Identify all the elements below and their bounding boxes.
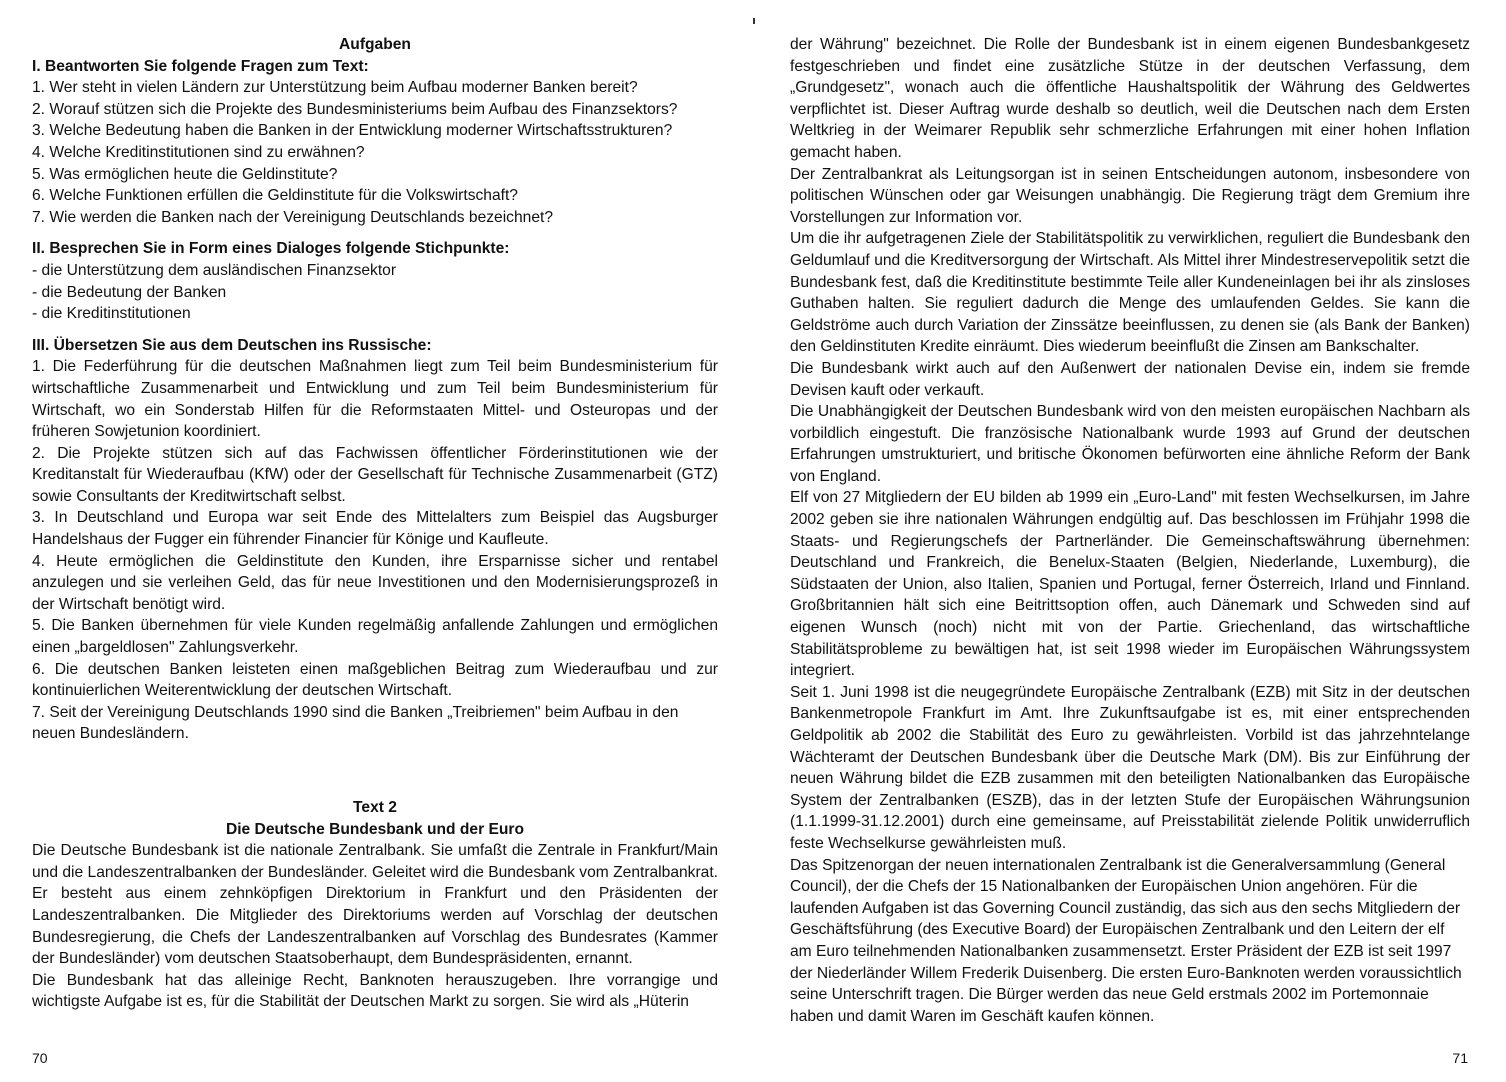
- question-3: 3. Welche Bedeutung haben die Banken in der Entwicklung moderner Wirtschaftsstrukturen?: [32, 122, 673, 140]
- right-paragraph-3: Um die ihr aufgetragenen Ziele der Stabilitätspolitik zu verwirklichen, reguliert die Bundesbank den Geldumlauf und die Kreditversorgung der Wirtschaft. Als Mittel ihrer Mindestreservepolitik setzt die Bundesbank fest, daß die Kreditinstitute bestimmte Teile aller Kundeneinlagen bei ihr als zinsloses Guthaben halten. Sie reguliert dadurch die Menge des umlaufenden Geldes. Sie kann die Geldströme auch durch Variation der Zinssätze beeinflussen, zu denen sie (als Bank der Banken) den Geldinstituten Kredite einräumt. Dies wiederum beeinflußt die Zinsen am Bankschalter.: [790, 230, 1470, 356]
- right-paragraph-7: Seit 1. Juni 1998 ist die neugegründete Europäische Zentralbank (EZB) mit Sitz in der deutschen Bankenmetropole Frankfurt im Amt. Ihre Zukunftsaufgabe ist es, mit einer entsprechenden Geldpolitik ab 2002 die Stabilität des Euro zu gewährleisten. Vorbild ist das jahrzehntelange Wächteramt der Deutschen Bundesbank über die Deutsche Mark (DM). Bis zur Einführung der neuen Währung bildet die EZB zusammen mit den beteiligten Nationalbanken das Europäische System der Zentralbanken (ESZB), das in der letzten Stufe der Europäischen Währungsunion (1.1.1999-31.12.2001) durch eine gemeinsame, auf Preisstabilität zielende Politik unwiderruflich feste Wechselkurse gewährleisten muß.: [790, 683, 1470, 852]
- point-3: - die Kreditinstitutionen: [32, 305, 191, 323]
- translate-item-1: 1. Die Federführung für die deutschen Maßnahmen liegt zum Teil beim Bundesministerium für wirtschaftliche Zusammenarbeit und Entwicklung und zum Teil beim Bundesministerium für Wirtschaft, wo ein Sonderstab Hilfen für die Reformstaaten Mittel- und Osteuropas und der früheren Sowjetunion koordiniert.: [32, 358, 718, 441]
- point-1: - die Unterstützung dem ausländischen Finanzsektor: [32, 261, 397, 279]
- text2-title: Die Deutsche Bundesbank und der Euro: [225, 820, 525, 838]
- scan-mark: [753, 18, 755, 24]
- question-1: 1. Wer steht in vielen Ländern zur Unterstützung beim Aufbau moderner Banken bereit?: [32, 79, 638, 97]
- right-page: [753, 0, 1506, 1082]
- section2-title: II. Besprechen Sie in Form eines Dialoges folgende Stichpunkte:: [32, 240, 510, 258]
- text2-paragraph-1: Die Deutsche Bundesbank ist die nationale Zentralbank. Sie umfaßt die Zentrale in Frankfurt/Main und die Landeszentralbanken der Bundesländer. Geleitet wird die Bundesbank vom Zentralbankrat. Er besteht aus einem zehnköpfigen Direktorium in Frankfurt und den Präsidenten der Landeszentralbanken. Die Mitglieder des Direktoriums werden auf Vorschlag der deutschen Bundesregierung, die Chefs der Landeszentralbanken auf Vorschlag des Bundesrates (Kammer der Bundesländer) vom deutschen Staatsoberhaupt, dem Bundespräsidenten, ernannt.: [32, 842, 718, 968]
- right-paragraph-4: Die Bundesbank wirkt auch auf den Außenwert der nationalen Devise ein, indem sie fremde Devisen kauft oder verkauft.: [790, 359, 1470, 399]
- point-2: - die Bedeutung der Banken: [32, 283, 227, 301]
- right-paragraph-8: Das Spitzenorgan der neuen internationalen Zentralbank ist die Generalversammlung (General Council), der die Chefs der 15 Nationalbanken der Europäischen Union angehören. Für die laufenden Aufgaben ist das Governing Council zuständig, das sich aus den sechs Mitgliedern der Geschäftsführung (des Executive Board) der Europäischen Zentralbank und den Leitern der elf am Euro teilnehmenden Nationalbanken zusammensetzt. Erster Präsident der EZB ist seit 1997 der Niederländer Willem Frederik Duisenberg. Die ersten Euro-Banknoten werden voraussichtlich seine Unterschrift tragen. Die Bürger werden das neue Geld erstmals 2002 im Portemonnaie haben und damit Waren im Geschäft kaufen können.: [790, 856, 1462, 1025]
- right-paragraph-2: Der Zentralbankrat als Leitungsorgan ist in seinen Entscheidungen autonom, insbesondere von politischen Wünschen oder gar Weisungen unabhängig. Die Regierung trägt dem Gremium ihre Vorstellungen zur Information vor.: [790, 165, 1470, 226]
- translate-item-5: 5. Die Banken übernehmen für viele Kunden regelmäßig anfallende Zahlungen und ermöglichen einen „bargeldlosen" Zahlungsverkehr.: [32, 617, 718, 657]
- translate-item-3: 3. In Deutschland und Europa war seit Ende des Mittelalters zum Beispiel das Augsburger Handelshaus der Fugger ein führender Financier für Könige und Kaufleute.: [32, 509, 718, 549]
- right-column: [790, 34, 1470, 1027]
- text2-label: Text 2: [353, 799, 397, 816]
- left-column: [32, 34, 718, 1013]
- page-number-right: 71: [1452, 1050, 1468, 1066]
- tasks-heading: Aufgaben: [339, 36, 411, 53]
- question-7: 7. Wie werden die Banken nach der Vereinigung Deutschlands bezeichnet?: [32, 208, 553, 226]
- translate-item-7: 7. Seit der Vereinigung Deutschlands 1990 sind die Banken „Treibriemen" beim Aufbau in den neuen Bundesländern.: [32, 703, 679, 743]
- section1-title: I. Beantworten Sie folgende Fragen zum Text:: [32, 57, 369, 75]
- question-2: 2. Worauf stützen sich die Projekte des Bundesministeriums beim Aufbau des Finanzsektors?: [32, 100, 678, 118]
- right-paragraph-6: Elf von 27 Mitgliedern der EU bilden ab 1999 ein „Euro-Land" mit festen Wechselkursen, im Jahre 2002 geben sie ihre nationalen Währungen endgültig auf. Das beschlossen im Frühjahr 1998 die Staats- und Regierungschefs der Partnerländer. Die Gemeinschaftswährung übernehmen: Deutschland und Frankreich, die Benelux-Staaten (Belgien, Niederlande, Luxemburg), die Südstaaten der Union, also Italien, Spanien und Portugal, ferner Österreich, Irland und Finnland. Großbritannien hält sich eine Beitrittsoption offen, auch Dänemark und Schweden sind auf eigenen Wunsch (noch) nicht mit von der Partie. Griechenland, das wirtschaftliche Stabilitätsprobleme zu bewältigen hat, ist seit 1998 wieder im Europäischen Währungssystem integriert.: [790, 489, 1470, 680]
- section3-title: III. Übersetzen Sie aus dem Deutschen ins Russische:: [32, 336, 432, 354]
- translate-item-4: 4. Heute ermöglichen die Geldinstitute den Kunden, ihre Ersparnisse sicher und rentabel anzulegen und sie verleihen Geld, das für neue Investitionen und den Modernisierungsprozeß in der Wirtschaft benötigt wird.: [32, 552, 718, 613]
- right-paragraph-5: Die Unabhängigkeit der Deutschen Bundesbank wird von den meisten europäischen Nachbarn als vorbildlich eingestuft. Die französische Nationalbank wurde 1993 auf Grund der deutschen Erfahrungen umstrukturiert, und britische Ökonomen befürworten eine ähnliche Reform der Bank von England.: [790, 403, 1470, 485]
- question-5: 5. Was ermöglichen heute die Geldinstitute?: [32, 165, 338, 183]
- text2-paragraph-2: Die Bundesbank hat das alleinige Recht, Banknoten herauszugeben. Ihre vorrangige und wichtigste Aufgabe ist es, für die Stabilität der Deutschen Markt zu sorgen. Sie wird als „Hüterin: [32, 971, 718, 1011]
- translate-item-6: 6. Die deutschen Banken leisteten einen maßgeblichen Beitrag zum Wiederaufbau und zur kontinuierlichen Weiterentwicklung der deutschen Wirtschaft.: [32, 660, 718, 700]
- right-paragraph-1: der Währung" bezeichnet. Die Rolle der Bundesbank ist in einem eigenen Bundesbankgesetz festgeschrieben und findet eine zusätzliche Stütze in der deutschen Verfassung, dem „Grundgesetz", wonach auch die öffentliche Haushaltspolitik der Währung des Geldwertes verpflichtet ist. Dieser Auftrag wurde deshalb so deutlich, weil die Deutschen nach dem Ersten Weltkrieg in der Weimarer Republik sehr schmerzliche Erfahrungen mit einer hohen Inflation gemacht haben.: [790, 36, 1470, 161]
- question-6: 6. Welche Funktionen erfüllen die Geldinstitute für die Volkswirtschaft?: [32, 187, 518, 205]
- question-4: 4. Welche Kreditinstitutionen sind zu erwähnen?: [32, 143, 365, 161]
- page-number-left: 70: [32, 1050, 48, 1066]
- translate-item-2: 2. Die Projekte stützen sich auf das Fachwissen öffentlicher Förderinstitutionen wie der Kreditanstalt für Wiederaufbau (KfW) oder der Gesellschaft für Technische Zusammenarbeit (GTZ) sowie Consultants der Kreditwirtschaft selbst.: [32, 444, 718, 505]
